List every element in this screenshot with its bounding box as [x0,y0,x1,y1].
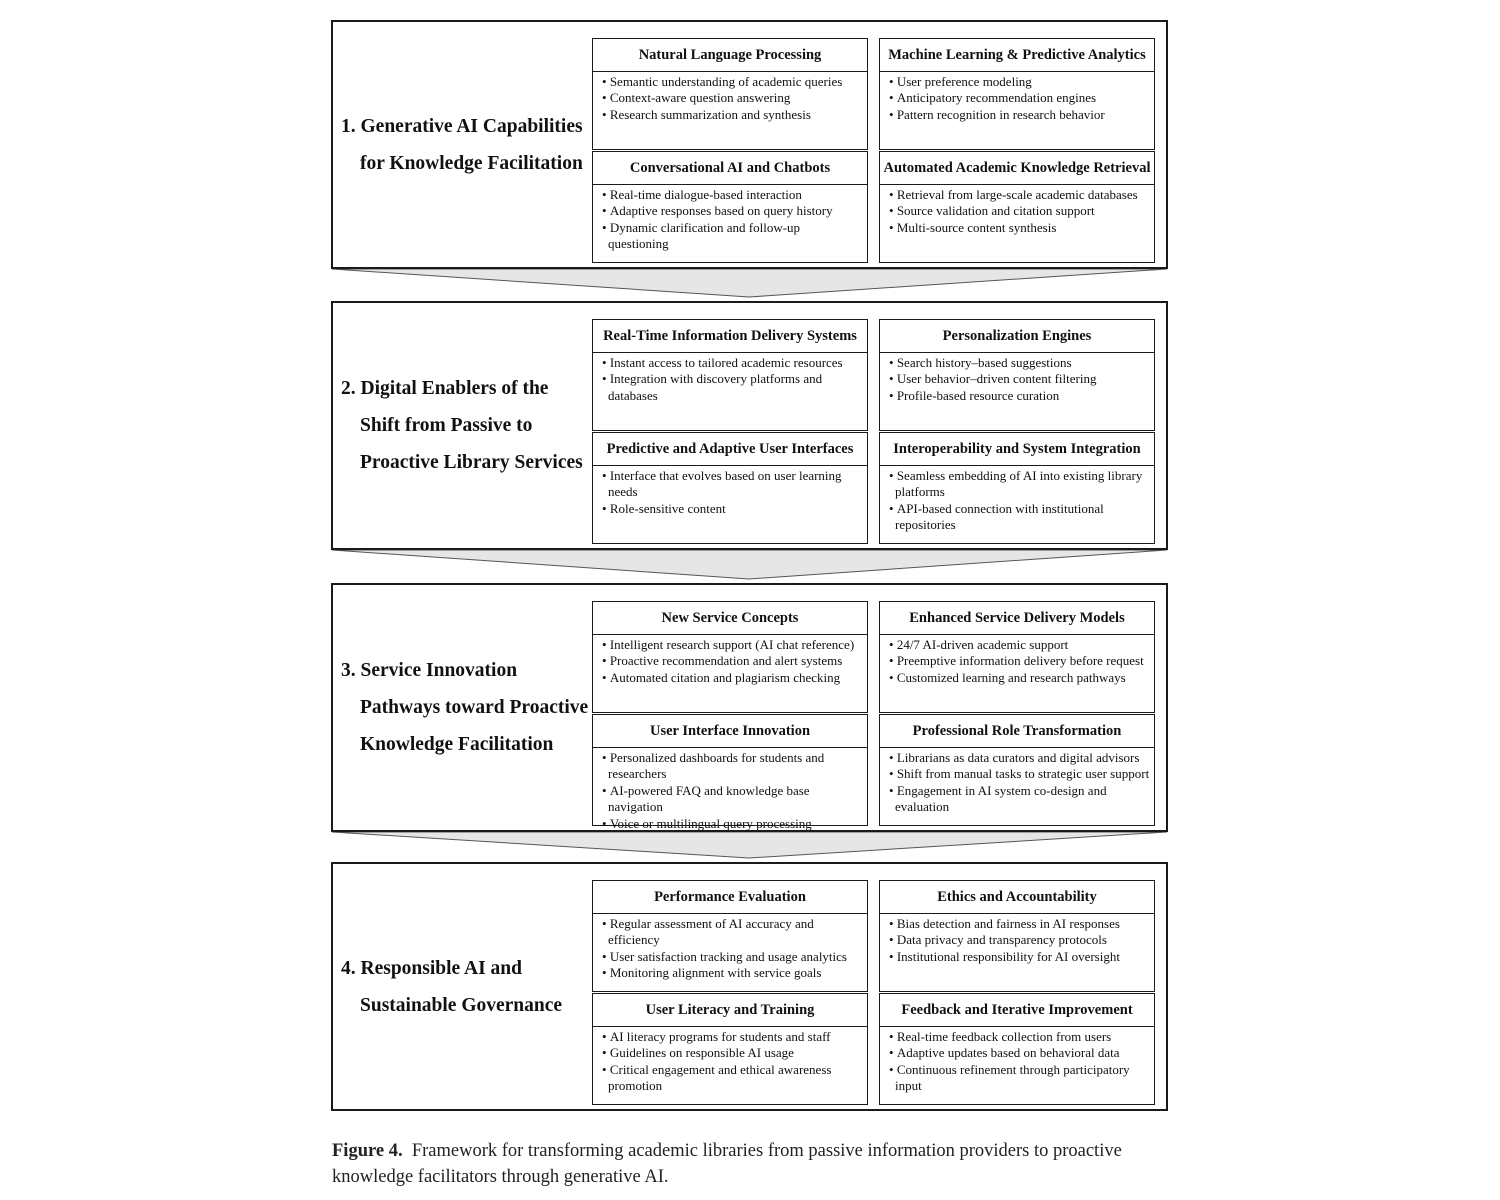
component-items [880,748,1154,816]
stage-title-line: 1. Generative AI Capabilities [341,115,583,137]
bullet-item: • Proactive recommendation and alert systems [602,653,863,669]
bullet-item: • Interface that evolves based on user learning needs [602,468,863,501]
bullet-item: • Continuous refinement through participatory input [889,1062,1150,1095]
bullet-item: • Preemptive information delivery before request [889,653,1150,669]
bullet-item: • Semantic understanding of academic queries [602,74,863,90]
bullet-item: • Personalized dashboards for students and researchers [602,750,863,783]
bullet-item: • Seamless embedding of AI into existing library platforms [889,468,1150,501]
stage-title-line: 3. Service Innovation [341,660,518,681]
component-box [879,993,1155,1105]
bullet-item: • Dynamic clarification and follow-up questioning [602,220,863,253]
component-items [880,914,1154,965]
flow-arrow [331,550,1168,583]
component-title: Feedback and Iterative Improvement [880,994,1154,1027]
stage-title-line: Proactive Library Services [360,452,583,473]
bullet-item: • User behavior–driven content filtering [889,371,1150,387]
bullet-item: • Search history–based suggestions [889,355,1150,371]
stage-title [341,22,591,267]
bullet-item: • Source validation and citation support [889,203,1150,219]
component-box [592,601,868,713]
stage-panel-2 [331,301,1168,550]
component-items [593,748,867,832]
component-items [593,1027,867,1095]
stage-title-line: 2. Digital Enablers of the [341,378,549,399]
flow-arrow [331,269,1168,301]
component-title: Professional Role Transformation [880,715,1154,748]
component-items [593,914,867,982]
bullet-item: • Profile-based resource curation [889,388,1150,404]
bullet-item: • User satisfaction tracking and usage analytics [602,949,863,965]
component-box [592,432,868,544]
bullet-item: • Research summarization and synthesis [602,107,863,123]
bullet-item: • Bias detection and fairness in AI responses [889,916,1150,932]
bullet-item: • Instant access to tailored academic resources [602,355,863,371]
component-box [879,151,1155,263]
component-title: Machine Learning & Predictive Analytics [880,39,1154,72]
bullet-item: • Guidelines on responsible AI usage [602,1045,863,1061]
bullet-item: • Adaptive updates based on behavioral data [889,1045,1150,1061]
bullet-item: • Intelligent research support (AI chat reference) [602,637,863,653]
component-title: Interoperability and System Integration [880,433,1154,466]
bullet-item: • Real-time feedback collection from users [889,1029,1150,1045]
component-items [593,353,867,404]
component-title: Enhanced Service Delivery Models [880,602,1154,635]
stage-title-line: Pathways toward Proactive [360,697,589,718]
stage-title-line: 4. Responsible AI and [341,957,522,979]
component-box [592,993,868,1105]
component-title: Real-Time Information Delivery Systems [593,320,867,353]
component-items [880,1027,1154,1095]
caption-label: Figure 4. [332,1141,403,1161]
component-items [880,72,1154,123]
component-items [593,635,867,686]
flow-arrow [331,832,1168,862]
component-box [592,880,868,992]
bullet-item: • Pattern recognition in research behavior [889,107,1150,123]
bullet-item: • Critical engagement and ethical awareness promotion [602,1062,863,1095]
stage-panel-4 [331,862,1168,1111]
component-box [879,601,1155,713]
component-title: Ethics and Accountability [880,881,1154,914]
component-items [593,185,867,253]
bullet-item: • AI-powered FAQ and knowledge base navigation [602,783,863,816]
bullet-item: • Customized learning and research pathways [889,670,1150,686]
bullet-item: • User preference modeling [889,74,1150,90]
stage-title [341,303,591,548]
bullet-item: • Regular assessment of AI accuracy and efficiency [602,916,863,949]
component-box [879,432,1155,544]
stage-title-line: for Knowledge Facilitation [360,152,583,174]
stage-panel-3 [331,583,1168,832]
component-items [593,466,867,517]
bullet-item: • API-based connection with institutional repositories [889,501,1150,534]
bullet-item: • Automated citation and plagiarism checking [602,670,863,686]
stage-title [341,864,591,1109]
component-box [879,880,1155,992]
bullet-item: • Librarians as data curators and digital advisors [889,750,1150,766]
bullet-item: • Engagement in AI system co-design and evaluation [889,783,1150,816]
component-items [880,185,1154,236]
component-title: Performance Evaluation [593,881,867,914]
bullet-item: • Institutional responsibility for AI oversight [889,949,1150,965]
bullet-item: • Monitoring alignment with service goals [602,965,863,981]
bullet-item: • AI literacy programs for students and staff [602,1029,863,1045]
bullet-item: • Real-time dialogue-based interaction [602,187,863,203]
bullet-item: • Role-sensitive content [602,501,863,517]
component-title: User Interface Innovation [593,715,867,748]
bullet-item: • Integration with discovery platforms and databases [602,371,863,404]
stage-panel-1 [331,20,1168,269]
component-box [592,319,868,431]
component-title: Predictive and Adaptive User Interfaces [593,433,867,466]
bullet-item: • Context-aware question answering [602,90,863,106]
bullet-item: • 24/7 AI-driven academic support [889,637,1150,653]
component-title: Automated Academic Knowledge Retrieval [880,152,1154,185]
component-box [592,38,868,150]
component-title: Personalization Engines [880,320,1154,353]
component-title: User Literacy and Training [593,994,867,1027]
component-items [880,635,1154,686]
component-box [879,714,1155,826]
caption-text: Framework for transforming academic libraries from passive information providers to proactive knowledge facilitators through generative AI. [332,1141,1122,1187]
bullet-item: • Anticipatory recommendation engines [889,90,1150,106]
bullet-item: • Voice or multilingual query processing [602,816,863,832]
component-box [879,38,1155,150]
stage-title [341,585,591,830]
component-items [880,353,1154,404]
stage-title-line: Knowledge Facilitation [360,734,554,755]
component-title: Conversational AI and Chatbots [593,152,867,185]
component-box [879,319,1155,431]
component-box [592,151,868,263]
component-title: New Service Concepts [593,602,867,635]
stage-title-line: Shift from Passive to [360,415,533,436]
bullet-item: • Data privacy and transparency protocols [889,932,1150,948]
bullet-item: • Multi-source content synthesis [889,220,1150,236]
stage-title-line: Sustainable Governance [360,994,563,1016]
component-items [593,72,867,123]
bullet-item: • Shift from manual tasks to strategic user support [889,766,1150,782]
figure-caption [332,1138,1182,1190]
component-title: Natural Language Processing [593,39,867,72]
bullet-item: • Adaptive responses based on query history [602,203,863,219]
component-box [592,714,868,831]
component-items [880,466,1154,534]
bullet-item: • Retrieval from large-scale academic databases [889,187,1150,203]
